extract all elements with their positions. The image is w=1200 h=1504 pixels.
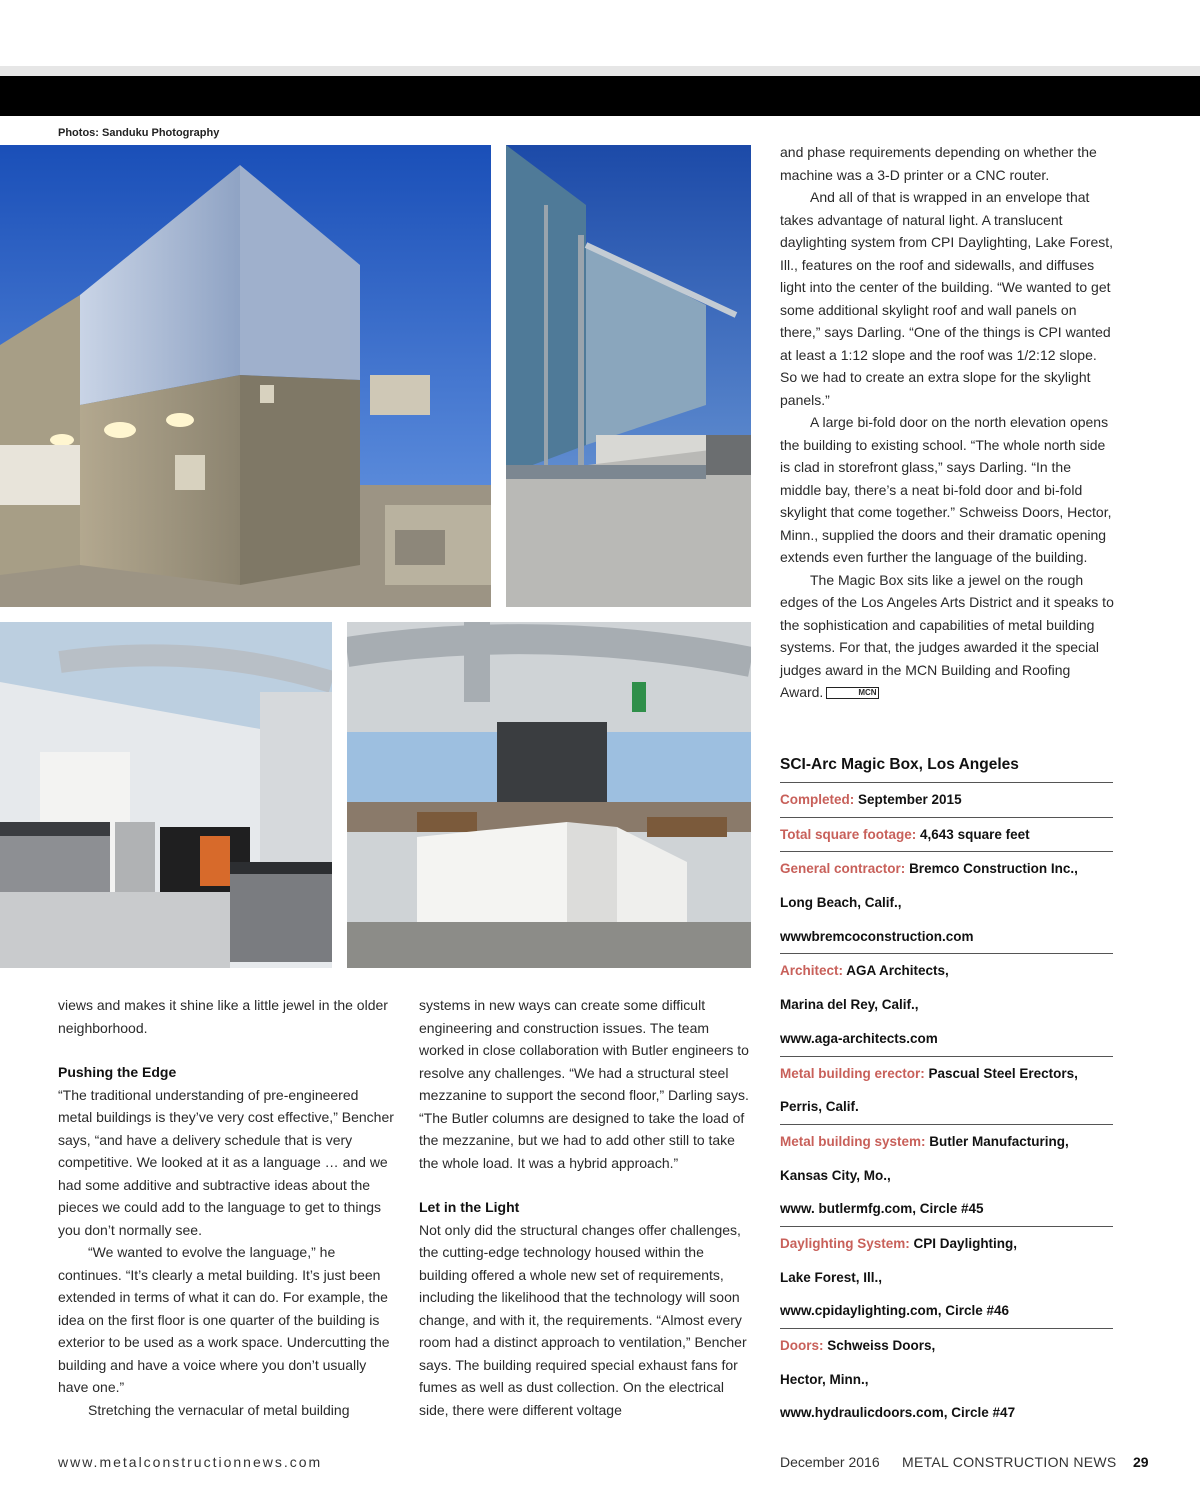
fact-row-square-footage bbox=[780, 818, 1113, 853]
fact-value: wwwbremcoconstruction.com bbox=[780, 928, 974, 944]
fact-value: Kansas City, Mo., bbox=[780, 1167, 891, 1183]
fact-value: www.aga-architects.com bbox=[780, 1030, 938, 1046]
fact-value: Schweiss Doors, bbox=[827, 1338, 936, 1353]
right-paragraph-4: The Magic Box sits like a jewel on the rough edges of the Los Angeles Arts District and it speaks to the sophistication and capabilities of metal building systems. For that, the judges awarded it the special judges award in the MCN Building and Roofing Award. bbox=[780, 571, 1114, 700]
middle-column-text bbox=[419, 994, 755, 1421]
left-paragraph-1: views and makes it shine like a little jewel in the older neighborhood. bbox=[58, 997, 388, 1036]
photo-interior-atrium bbox=[347, 622, 751, 968]
heading-pushing-the-edge: Pushing the Edge bbox=[58, 1064, 177, 1080]
fact-label: Total square footage: bbox=[780, 826, 917, 842]
footer-website: www.metalconstructionnews.com bbox=[58, 1454, 323, 1470]
photo-interior-printers bbox=[0, 622, 332, 968]
fact-row-architect bbox=[780, 954, 1113, 1056]
left-column-text bbox=[58, 994, 394, 1421]
fact-value: www.hydraulicdoors.com, Circle #47 bbox=[780, 1405, 1016, 1421]
fact-value: Lake Forest, Ill., bbox=[780, 1269, 883, 1285]
fact-row-building-system bbox=[780, 1125, 1113, 1227]
fact-row-erector bbox=[780, 1057, 1113, 1125]
fact-value: Marina del Rey, Calif., bbox=[780, 997, 919, 1013]
fact-value: www. butlermfg.com, Circle #45 bbox=[780, 1201, 984, 1217]
fact-value: Butler Manufacturing, bbox=[929, 1133, 1069, 1149]
top-black-bar bbox=[0, 76, 1200, 116]
right-paragraph-2: And all of that is wrapped in an envelope that takes advantage of natural light. A translucent daylighting system from CPI Daylighting, Lake Forest, Ill., features on the roof and sidewalls, and diffuses light into the center of the building. “We wanted to get some additional skylight roof and wall panels on there,” says Darling. “One of the things is CPI wanted at least a 1:12 slope and the roof was 1/2:12 slope. So we had to create an extra slope for the skylight panels.” bbox=[780, 189, 1114, 408]
middle-paragraph-1: systems in new ways can create some difficult engineering and construction issues. The team worked in close collaboration with Butler engineers to resolve any challenges. “We had a structural steel mezzanine to support the second floor,” Darling says. “The Butler columns are designed to take the load of the mezzanine, but we had to add other still to take the whole load. It was a hybrid approach.” bbox=[419, 997, 749, 1171]
left-paragraph-3: “We wanted to evolve the language,” he continues. “It’s clearly a metal building. It’s just been extended in terms of what it can do. For example, the idea on the first floor is one quarter of the building is exterior to be used as a work space. Undercutting the building and have a voice where you don’t usually have one.” bbox=[58, 1244, 390, 1395]
left-paragraph-2: “The traditional understanding of pre-engineered metal buildings is they’ve very cost effective,” Bencher says, “and have a delivery schedule that is very competitive. We looked at it as a language … and we had some additive and subtractive ideas about the pieces we could add to the language to get to things you don’t normally see. bbox=[58, 1086, 394, 1238]
fact-value: 4,643 square feet bbox=[920, 826, 1030, 842]
fact-value: AGA Architects, bbox=[846, 963, 949, 979]
fact-label: Metal building system: bbox=[780, 1133, 926, 1149]
photo-glass-corner bbox=[506, 145, 751, 607]
fact-label: Doors: bbox=[780, 1338, 824, 1353]
heading-let-in-the-light: Let in the Light bbox=[419, 1199, 520, 1215]
footer-magazine-name: METAL CONSTRUCTION NEWS bbox=[902, 1454, 1117, 1470]
fact-row-doors bbox=[780, 1329, 1113, 1430]
project-fact-box bbox=[780, 756, 1113, 1430]
photo-exterior-building bbox=[0, 145, 491, 607]
fact-value: Pascual Steel Erectors, bbox=[928, 1065, 1078, 1081]
photo-credit: Photos: Sanduku Photography bbox=[58, 127, 220, 139]
fact-value: CPI Daylighting, bbox=[913, 1235, 1018, 1251]
fact-label: Completed: bbox=[780, 792, 855, 807]
fact-row-completed bbox=[780, 783, 1113, 818]
right-paragraph-3: A large bi-fold door on the north elevation opens the building to existing school. “The whole north side is clad in storefront glass,” says Darling. “In the middle bay, there’s a neat bi-fold door and bi-fold skylight that come together.” Schweiss Doors, Hector, Minn., supplied the doors and their dramatic opening extends even further the language of the building. bbox=[780, 414, 1112, 565]
fact-value: www.cpidaylighting.com, Circle #46 bbox=[780, 1303, 1010, 1319]
fact-label: Architect: bbox=[780, 963, 844, 979]
fact-value: Perris, Calif. bbox=[780, 1099, 859, 1115]
fact-label: Daylighting System: bbox=[780, 1235, 910, 1251]
right-column-text bbox=[780, 141, 1116, 704]
mcn-end-mark: MCN bbox=[826, 687, 878, 699]
fact-value: September 2015 bbox=[858, 792, 962, 807]
fact-box-title: SCI-Arc Magic Box, Los Angeles bbox=[780, 756, 1113, 783]
footer-date: December 2016 bbox=[780, 1454, 880, 1470]
fact-value: Hector, Minn., bbox=[780, 1371, 869, 1387]
fact-label: General contractor: bbox=[780, 861, 906, 877]
fact-value: Long Beach, Calif., bbox=[780, 895, 902, 911]
fact-value: Bremco Construction Inc., bbox=[909, 861, 1078, 877]
fact-row-general-contractor bbox=[780, 852, 1113, 954]
right-paragraph-1: and phase requirements depending on whether the machine was a 3-D printer or a CNC router. bbox=[780, 144, 1097, 183]
top-gray-strip bbox=[0, 66, 1200, 76]
fact-label: Metal building erector: bbox=[780, 1065, 925, 1081]
left-paragraph-4: Stretching the vernacular of metal building bbox=[88, 1401, 350, 1418]
page-number: 29 bbox=[1133, 1454, 1149, 1470]
middle-paragraph-2: Not only did the structural changes offer challenges, the cutting-edge technology housed within the building offered a whole new set of requirements, including the likelihood that the technology will soon change, and with it, the requirements. “Almost every room had a distinct approach to ventilation,” Bencher says. The building required special exhaust fans for fumes as well as dust collection. On the electrical side, there were different voltage bbox=[419, 1221, 747, 1418]
fact-row-daylighting bbox=[780, 1227, 1113, 1329]
